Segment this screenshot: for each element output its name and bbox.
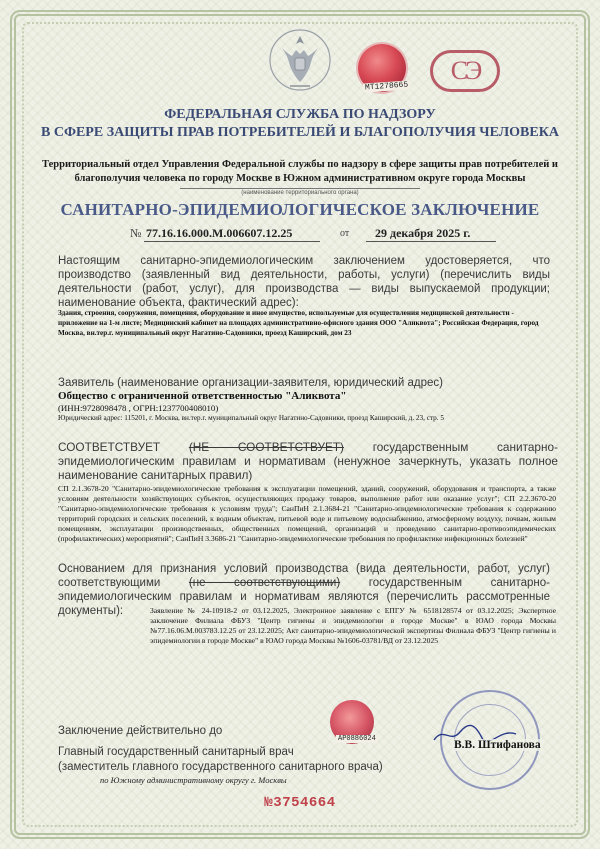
agency-line-1: ФЕДЕРАЛЬНАЯ СЛУЖБА ПО НАДЗОРУ xyxy=(164,107,436,122)
territorial-underline xyxy=(180,188,420,189)
territorial-body: Территориальный отдел Управления Федеральной службы по надзору в сфере защиты прав потребителей и благополучия человека по городу Москве в Южном административном округе города Москвы xyxy=(42,159,558,184)
grounds-documents: Заявление № 24-10918-2 от 03.12.2025, Электронное заявление с ЕПГУ № 6518128574 от 03.12.2025; Экспертное заключение Филиала ФБУЗ "Центр гигиены и эпидемиологии в городе Москве" в ЮАО города Москвы №77.16.06.М.003783.12.25 от 23.12.2025; Акт санитарно-эпидемиологической экспертизы Филиала ФБУЗ "Центр гигиены и эпидемиологии в городе Москве" в ЮАО города Москвы №1606-03781/ВД от 23.12.2025 xyxy=(150,606,556,645)
applicant-label: Заявитель (наименование организации-заявителя, юридический адрес) xyxy=(58,377,443,389)
conformity-word: СООТВЕТСТВУЕТ xyxy=(58,440,161,454)
applicant-address: Юридический адрес: 115201, г. Москва, вн.тер.г. муниципальный округ Нагатино-Садовники, проезд Каширский, д. 23, стр. 5 xyxy=(58,414,444,422)
se-logo-text: СЭ xyxy=(450,56,480,85)
applicant-inn: (ИНН:9728098478 , ОГРН:1237700408010) xyxy=(58,403,219,413)
date-from-label: от xyxy=(340,228,350,239)
territorial-note: (наименование территориального органа) xyxy=(241,190,359,196)
certificate-number: 77.16.16.000.М.006607.12.25 xyxy=(146,226,293,240)
hologram-stamp-bottom-number: АР0886024 xyxy=(338,735,376,743)
sanitary-rules-list: СП 2.1.3678-20 "Санитарно-эпидемиологические требования к эксплуатации помещений, зданий, сооружений, оборудования и транспорта, а также условиям деятельности хозяйствующих субъектов, осуществляющих продажу товаров, выполнение работ или оказание услуг"; СП 2.2.3670-20 "Санитарно-эпидемиологические требования к условиям труда"; СанПиН 2.1.3684-21 "Санитарно-эпидемиологические требования к содержанию территорий городских и сельских поселений, к водным объектам, питьевой воде и питьевому водоснабжению, атмосферному воздуху, почвам, жилым помещениям, эксплуатации производственных, общественных помещений, организаций и проведению санитарно-противоэпидемических (профилактических) мероприятий"; СанПиН 3.3686-21 "Санитарно-эпидемиологические требования по профилактике инфекционных болезней" xyxy=(58,484,556,543)
grounds-struck: (не соответствующими) xyxy=(188,577,341,589)
agency-name xyxy=(40,106,560,142)
chief-district: по Южному административному округу г. Москвы xyxy=(100,775,287,785)
certificate-date: 29 декабря 2025 г. xyxy=(375,226,471,240)
conformity-rest: государственным санитарно-эпидемиологическим правилам и нормативам (ненужное зачеркнуть, указать полное наименование санитарных правил) xyxy=(58,440,558,482)
object-description: Здания, строения, сооружения, помещения, оборудование и иное имущество, используемые для осуществления медицинской деятельности - приложение на 1-м листе; Медицинский кабинет на площадях административно-офисного здания ООО "Аликвота"; Российская Федерация, город Москва, вн.тер.г. муниципальный округ Нагатино-Садовники, проезд Каширский, дом 23 xyxy=(58,309,539,337)
date-underline xyxy=(366,241,496,242)
chief-line-1: Главный государственный санитарный врач xyxy=(58,746,294,758)
hologram-stamp-number: МТ1278665 xyxy=(364,80,409,93)
document-title: САНИТАРНО-ЭПИДЕМИОЛОГИЧЕСКОЕ ЗАКЛЮЧЕНИЕ xyxy=(60,200,540,219)
intro-paragraph: Настоящим санитарно-эпидемиологическим заключением удостоверяется, что производство (заявленный вид деятельности, работы, услуги) (перечислить виды деятельности (работ, услуг), для производства — виды выпускаемой продукции; наименование объекта, фактический адрес): xyxy=(58,255,550,309)
validity-label: Заключение действительно до xyxy=(58,725,223,737)
agency-line-2: В СФЕРЕ ЗАЩИТЫ ПРАВ ПОТРЕБИТЕЛЕЙ И БЛАГОПОЛУЧИЯ ЧЕЛОВЕКА xyxy=(41,125,559,140)
coat-of-arms-icon xyxy=(268,26,332,98)
number-label: № xyxy=(130,226,142,240)
grounds-text-1: Основанием для признания условий производства (вида деятельности, работ, услуг) соответствующими xyxy=(58,563,550,589)
serial-number: №3754664 xyxy=(264,795,336,811)
se-logo xyxy=(430,50,500,92)
number-line xyxy=(130,226,510,242)
number-underline xyxy=(144,241,320,242)
applicant-name: Общество с ограниченной ответственностью "Аликвота" xyxy=(58,390,347,402)
grounds-text-2: государственным санитарно-эпидемиологическим правилам и нормативам являются (перечислить рассмотренные документы): xyxy=(58,577,550,617)
conformity-statement xyxy=(58,440,558,482)
conformity-struck: (НЕ СООТВЕТСТВУЕТ) xyxy=(188,440,344,454)
chief-doctor-title xyxy=(58,745,383,775)
chief-line-2: (заместитель главного государственного санитарного врача) xyxy=(58,761,383,773)
signer-name: В.В. Штифанова xyxy=(454,739,541,751)
